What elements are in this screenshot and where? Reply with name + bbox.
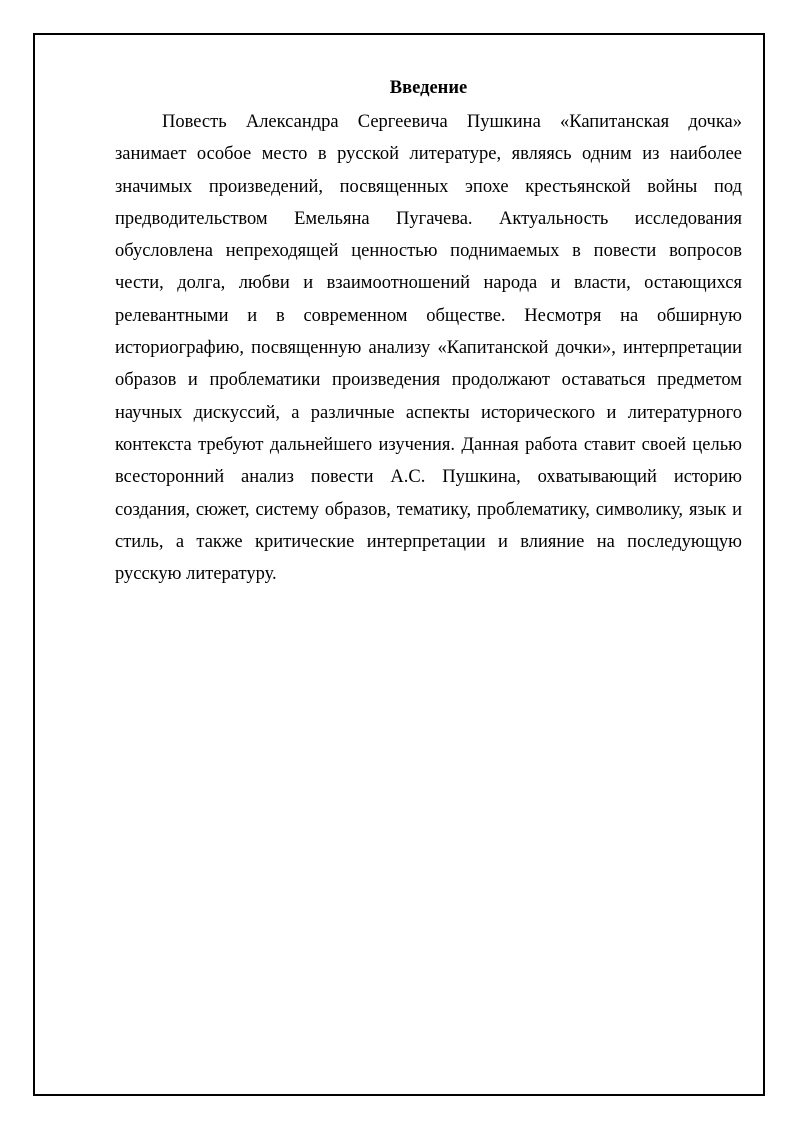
section-heading: Введение (389, 78, 468, 98)
intro-paragraph: Повесть Александра Сергеевича Пушкина «Капитанская дочка» занимает особое место в русской литературе, являясь одним из наиболее значимых произведений, посвященных эпохе крестьянской войны под предводительством Емельяна Пугачева. Актуальность исследования обусловлена непреходящей ценностью поднимаемых в повести вопросов чести, долга, любви и взаимоотношений народа и власти, остающихся релевантными и в современном обществе. Несмотря на обширную историографию, посвященную анализу «Капитанской дочки», интерпретации образов и проблематики произведения продолжают оставаться предметом научных дискуссий, а различные аспекты исторического и литературного контекста требуют дальнейшего изучения. Данная работа ставит своей целью всесторонний анализ повести А.С. Пушкина, охватывающий историю создания, сюжет, систему образов, тематику, проблематику, символику, язык и стиль, а также критические интерпретации и влияние на последующую русскую литературу. (115, 112, 742, 585)
document-body (115, 76, 742, 590)
